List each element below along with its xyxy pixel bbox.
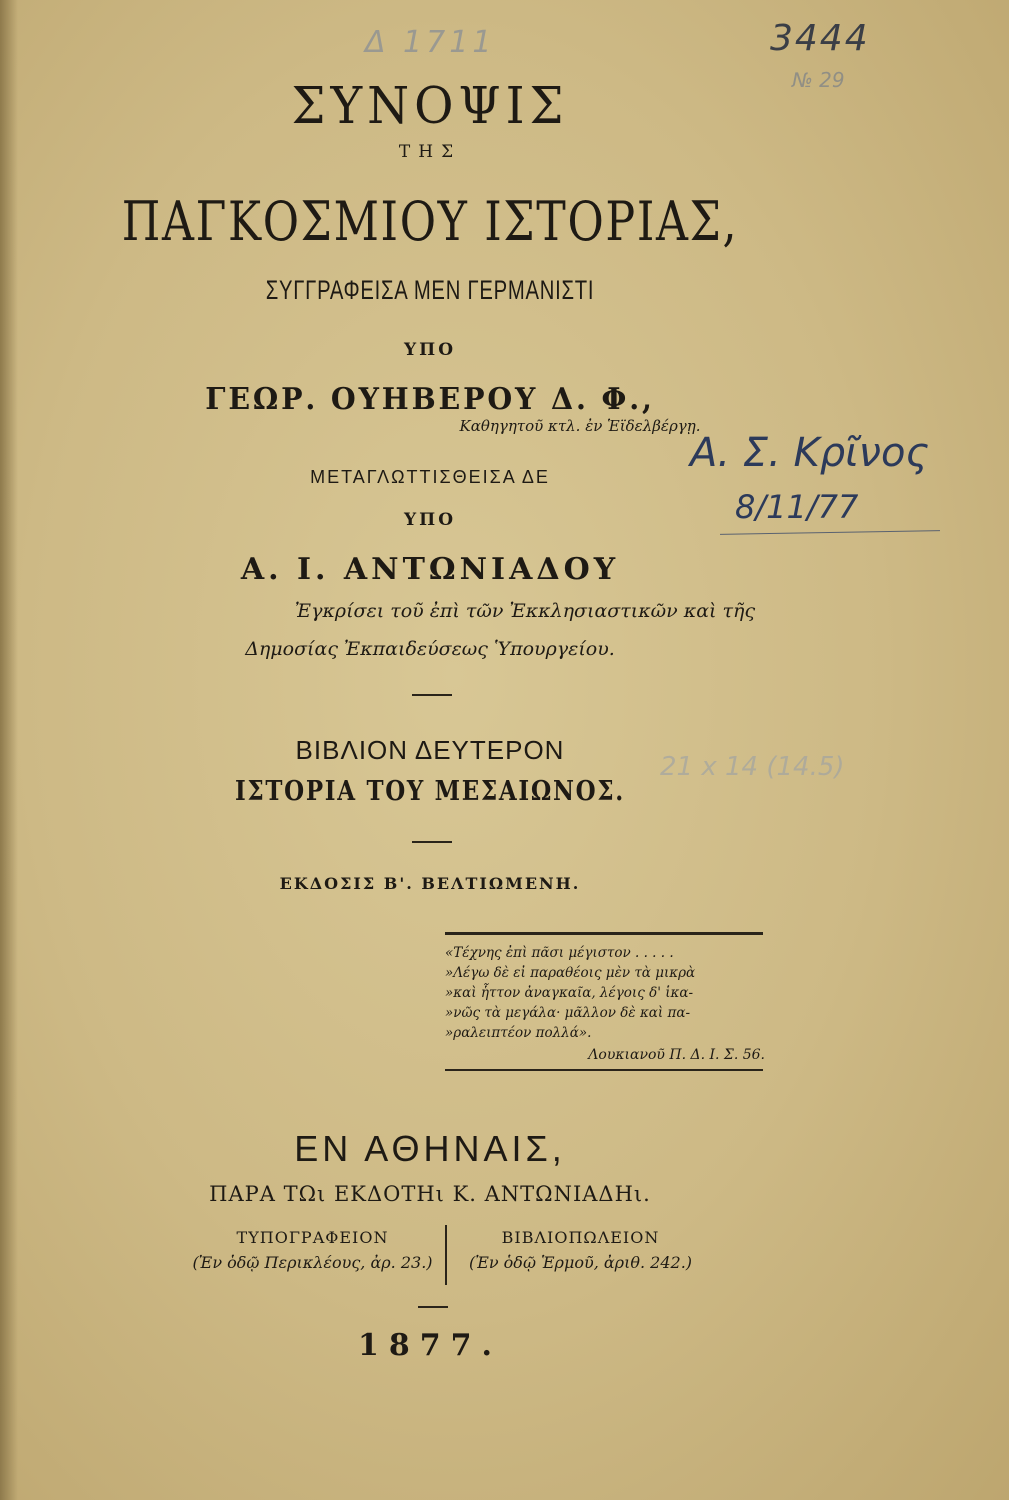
bookshop-address: (Ἐν ὁδῷ Ἑρμοῦ, ἀριθ. 242.) [468,1253,693,1272]
author-by: ΥΠΟ [404,340,456,360]
title-line-1: ΣΥΝΟΨΙΣ [291,76,569,136]
translation-label: ΜΕΤΑΓΛΩΤΤΙΣΘΕΙΣΑ ΔΕ [310,467,550,487]
epigraph-bottom-rule [445,1069,763,1071]
divider-rule [412,841,452,843]
epigraph [445,932,765,1071]
divider-rule [418,1306,448,1308]
handwritten-size-note: 21 x 14 (14.5) [660,752,845,782]
printing-address: (Ἐν ὁδῷ Περικλέους, ἀρ. 23.) [192,1253,433,1272]
handwritten-date: 8/11/77 [735,488,859,526]
translator-name: Α. Ι. ΑΝΤΩΝΙΑΔΟΥ [240,552,620,587]
handwritten-shelfmark: Δ 1711 [365,25,496,60]
approval-line-2: Δημοσίας Ἐκπαιδεύσεως Ὑπουργείου. [245,638,615,660]
handwritten-number-sub: № 29 [792,68,845,92]
handwritten-owner-signature: Α. Σ. Κρῖνος [690,430,929,476]
handwritten-number: 3444 [770,18,870,59]
imprint-publisher: ΠΑΡΑ ΤΩι ΕΚΔΟΤΗι Κ. ΑΝΤΩΝΙΑΔΗι. [209,1182,651,1206]
epigraph-citation: Λουκιανοῦ Π. Δ. Ι. Σ. 56. [588,1047,765,1063]
epigraph-top-rule [445,932,763,935]
printing-house [185,1228,440,1272]
title-line-2: ΤΗΣ [398,142,462,162]
printing-label: ΤΥΠΟΓΡΑΦΕΙΟΝ [236,1228,389,1247]
publication-year: 1877. [358,1328,502,1363]
title-line-4: ΣΥΓΓΡΑΦΕΙΣΑ ΜΕΝ ΓΕΡΜΑΝΙΣΤΙ [265,275,595,305]
imprint-divider [445,1225,447,1285]
bookshop [448,1228,713,1272]
divider-rule [412,694,452,696]
author-name: ΓΕΩΡ. ΟΥΗΒΕΡΟΥ Δ. Φ., [205,382,655,417]
epigraph-line: »ραλειπτέον πολλά». [445,1025,592,1041]
title-line-3: ΠΑΓΚΟΣΜΙΟΥ ΙΣΤΟΡΙΑΣ, [121,190,739,253]
approval-line-1: Ἐγκρίσει τοῦ ἐπὶ τῶν Ἐκκλησιαστικῶν καὶ τῆς [294,600,756,622]
imprint-city: ΕΝ ΑΘΗΝΑΙΣ, [294,1128,566,1169]
epigraph-line: »Λέγω δὲ εἰ παραθέοις μὲν τὰ μικρὰ [445,965,696,981]
signature-underline [720,530,940,535]
translator-by: ΥΠΟ [404,510,456,530]
edition: ΕΚΔΟΣΙΣ Β'. ΒΕΛΤΙΩΜΕΝΗ. [279,874,581,893]
author-position: Καθηγητοῦ κτλ. ἐν Ἑϊδελβέργῃ. [459,417,701,435]
bookshop-label: ΒΙΒΛΙΟΠΩΛΕΙΟΝ [501,1228,660,1247]
epigraph-line: »νῶς τὰ μεγάλα· μᾶλλον δὲ καὶ πα- [445,1005,691,1021]
epigraph-line: »καὶ ἧττον ἀναγκαῖα, λέγοις δ' ἱκα- [445,985,694,1001]
book-title: ΙΣΤΟΡΙΑ ΤΟΥ ΜΕΣΑΙΩΝΟΣ. [235,776,625,807]
book-part: ΒΙΒΛΙΟΝ ΔΕΥΤΕΡΟΝ [295,735,565,765]
epigraph-line: «Τέχνης ἐπὶ πᾶσι μέγιστον . . . . . [445,945,674,961]
